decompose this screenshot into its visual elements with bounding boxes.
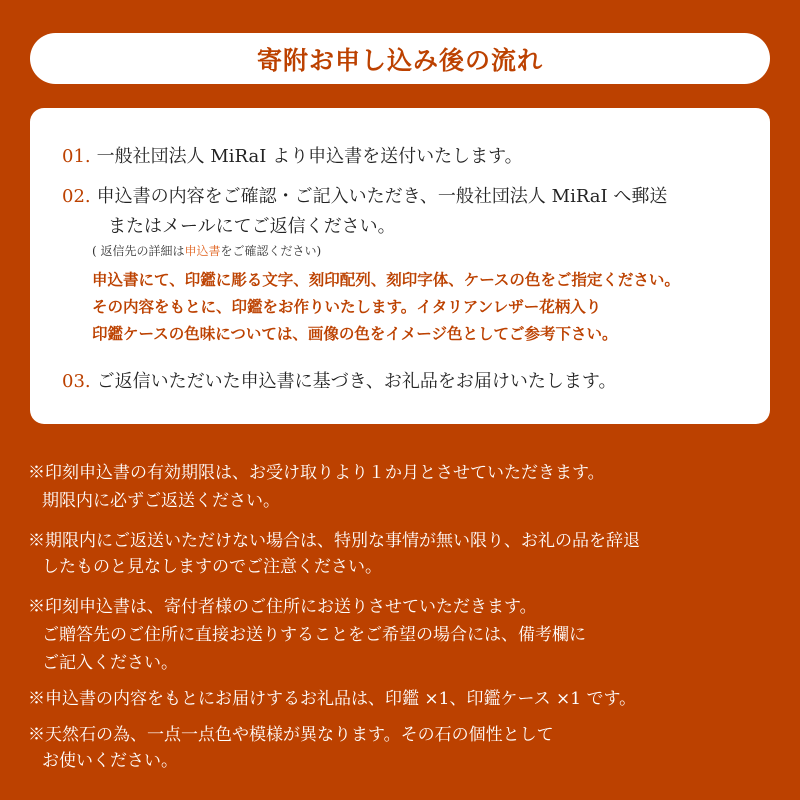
application-form-link[interactable]: 申込書 (184, 244, 221, 258)
note-1-line-1: ※印刻申込書の有効期限は、お受け取りより１か月とさせていただきます。 (28, 463, 605, 483)
step-number: 01. (62, 146, 91, 167)
step-text: 申込書の内容をご確認・ご記入いただき、一般社団法人 MiRaI へ郵送 (96, 186, 668, 207)
note-2-line-2: したものと見なしますのでご注意ください。 (42, 557, 382, 577)
step-02 (62, 182, 667, 208)
step-01 (62, 142, 523, 168)
note-4-line-1: ※申込書の内容をもとにお届けするお礼品は、印鑑 ×1、印鑑ケース ×1 です。 (28, 689, 637, 709)
step-number: 03. (62, 371, 91, 392)
emphasis-line-3: 印鑑ケースの色味については、画像の色をイメージ色としてご参考下さい。 (92, 324, 618, 343)
steps-card (30, 108, 770, 424)
step-02-continuation: またはメールにてご返信ください。 (108, 216, 396, 237)
note-3-line-1: ※印刻申込書は、寄付者様のご住所にお送りさせていただきます。 (28, 597, 537, 617)
step-text: ご返信いただいた申込書に基づき、お礼品をお届けいたします。 (96, 371, 617, 392)
note-5-line-1: ※天然石の為、一点一点色や模様が異なります。その石の個性として (28, 725, 554, 745)
title-banner (30, 33, 770, 84)
reply-note-prefix: ( 返信先の詳細は (92, 244, 185, 258)
emphasis-line-1: 申込書にて、印鑑に彫る文字、刻印配列、刻印字体、ケースの色をご指定ください。 (92, 270, 680, 289)
emphasis-line-2: その内容をもとに、印鑑をお作りいたします。イタリアンレザー花柄入り (92, 297, 602, 316)
reply-note-suffix: をご確認ください) (220, 244, 322, 258)
step-text: 一般社団法人 MiRaI より申込書を送付いたします。 (96, 146, 523, 167)
page-title: 寄附お申し込み後の流れ (256, 45, 543, 75)
note-3-line-3: ご記入ください。 (42, 653, 178, 673)
note-1-line-2: 期限内に必ずご返送ください。 (42, 491, 280, 511)
step-number: 02. (62, 186, 91, 207)
note-2-line-1: ※期限内にご返送いただけない場合は、特別な事情が無い限り、お礼の品を辞退 (28, 531, 640, 551)
note-3-line-2: ご贈答先のご住所に直接お送りすることをご希望の場合には、備考欄に (42, 625, 586, 645)
step-02-reply-note (92, 242, 321, 259)
step-03 (62, 367, 616, 393)
note-5-line-2: お使いください。 (42, 751, 178, 771)
